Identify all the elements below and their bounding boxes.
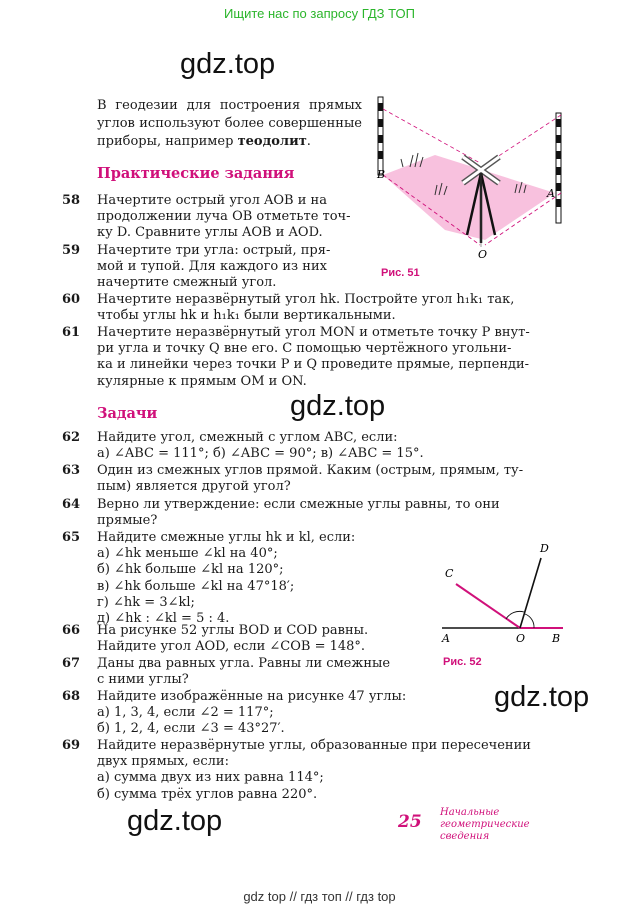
tasks-heading: Задачи — [97, 405, 158, 422]
text-line: д) ∠hk : ∠kl = 5 : 4. — [97, 611, 230, 627]
exercise-number: 60 — [62, 292, 81, 307]
text-line: ри угла и точку Q вне его. С помощью чертёжного угольни- — [97, 341, 512, 357]
text-line: кулярные к прямым OM и ON. — [97, 373, 307, 389]
text-line: Найдите угол, смежный с углом ABC, если: — [97, 430, 398, 445]
text-line: в) ∠hk больше ∠kl на 47°18′; — [97, 578, 295, 594]
task-69 — [97, 738, 567, 803]
task-67 — [97, 656, 432, 688]
intro-bold: теодолит — [237, 134, 307, 149]
label-o: O — [478, 248, 488, 261]
exercise-60 — [97, 292, 567, 324]
text-line: с ними углы? — [97, 672, 189, 688]
task-number: 68 — [62, 689, 81, 704]
task-number: 66 — [62, 623, 81, 638]
task-number: 65 — [62, 530, 81, 545]
text-line: Найдите смежные углы hk и kl, если: — [97, 530, 356, 545]
task-number: 67 — [62, 656, 81, 671]
text-line: Найдите неразвёрнутые углы, образованные при пересечении — [97, 738, 531, 753]
label-d: D — [540, 542, 549, 555]
text-line: Один из смежных углов прямой. Каким (острым, прямым, ту- — [97, 463, 524, 478]
text-line: Начертите неразвёрнутый угол MON и отметьте точку P внут- — [97, 325, 530, 340]
page-number: 25 — [398, 812, 422, 832]
top-banner[interactable]: Ищите нас по запросу ГДЗ ТОП — [224, 6, 415, 21]
watermark: gdz.top — [127, 805, 223, 837]
figure-51-caption: Рис. 51 — [381, 267, 420, 279]
text-line: мой и тупой. Для каждого из них — [97, 259, 327, 275]
task-number: 69 — [62, 738, 81, 753]
intro-text: В геодезии для построения прямых углов используют более совершенные приборы, например — [97, 98, 362, 149]
label-a: A — [442, 632, 450, 645]
exercise-61 — [97, 325, 567, 390]
exercise-59 — [97, 243, 362, 292]
text-line: прямые? — [97, 513, 158, 529]
label-a: A — [547, 187, 555, 200]
text-line: продолжении луча OB отметьте точ- — [97, 209, 351, 225]
text-line: Найдите изображённые на рисунке 47 углы: — [97, 689, 407, 704]
section-title-line: геометрические — [440, 819, 530, 830]
text-line: а) ∠hk меньше ∠kl на 40°; — [97, 546, 278, 562]
task-number: 63 — [62, 463, 81, 478]
task-63 — [97, 463, 567, 495]
text-line: ка и линейки через точки P и Q проведите прямые, перпенди- — [97, 357, 530, 373]
text-line: Начертите острый угол AOB и на — [97, 193, 327, 208]
section-title-line: Начальные — [440, 807, 500, 818]
exercise-number: 59 — [62, 243, 81, 258]
text-line: На рисунке 52 углы BOD и COD равны. — [97, 623, 369, 638]
text-line: Даны два равных угла. Равны ли смежные — [97, 656, 391, 671]
task-68 — [97, 689, 477, 738]
text-line: начертите смежный угол. — [97, 275, 277, 291]
exercise-58 — [97, 193, 362, 242]
ray-oc — [456, 584, 520, 628]
intro-paragraph: В геодезии для построения прямых углов используют более совершенные приборы, например теодолит. — [97, 98, 362, 149]
text-line: г) ∠hk = 3∠kl; — [97, 594, 195, 610]
exercise-number: 58 — [62, 193, 81, 208]
section-title — [440, 807, 530, 843]
label-b: B — [552, 632, 561, 645]
text-line: а) сумма двух из них равна 114°; — [97, 770, 324, 786]
task-65 — [97, 530, 427, 627]
watermark: gdz.top — [180, 48, 276, 80]
watermark: gdz.top — [494, 681, 590, 713]
text-line: б) сумма трёх углов равна 220°. — [97, 786, 318, 802]
figure-51 — [375, 95, 570, 265]
text-line: а) ∠ABC = 111°; б) ∠ABC = 90°; в) ∠ABC = 15°. — [97, 446, 424, 462]
label-c: C — [445, 567, 454, 580]
text-line: б) ∠hk больше ∠kl на 120°; — [97, 562, 284, 578]
label-o: O — [516, 632, 526, 645]
text-line: Верно ли утверждение: если смежные углы равны, то они — [97, 497, 500, 512]
text-line: двух прямых, если: — [97, 754, 229, 770]
figure-52-caption: Рис. 52 — [443, 656, 482, 668]
text-line: а) 1, 3, 4, если ∠2 = 117°; — [97, 705, 274, 721]
watermark: gdz.top — [290, 390, 386, 422]
label-b: B — [377, 168, 386, 181]
footer-links[interactable]: gdz top // гдз топ // гдз top — [243, 889, 396, 904]
text-line: б) 1, 2, 4, если ∠3 = 43°27′. — [97, 721, 285, 737]
practical-heading: Практические задания — [97, 165, 295, 182]
text-line: пым) является другой угол? — [97, 479, 291, 495]
text-line: Начертите три угла: острый, пря- — [97, 243, 331, 258]
task-number: 62 — [62, 430, 81, 445]
figure-52 — [438, 540, 578, 650]
text-line: Начертите неразвёрнутый угол hk. Постройте угол h₁k₁ так, — [97, 292, 515, 307]
task-64 — [97, 497, 567, 529]
task-number: 64 — [62, 497, 81, 512]
task-66 — [97, 623, 432, 655]
text-line: ку D. Сравните углы AOB и AOD. — [97, 225, 323, 241]
text-line: чтобы углы hk и h₁k₁ были вертикальными. — [97, 308, 396, 324]
text-line: Найдите угол AOD, если ∠COB = 148°. — [97, 639, 366, 655]
section-title-line: сведения — [440, 831, 490, 842]
exercise-number: 61 — [62, 325, 81, 340]
task-62 — [97, 430, 567, 462]
